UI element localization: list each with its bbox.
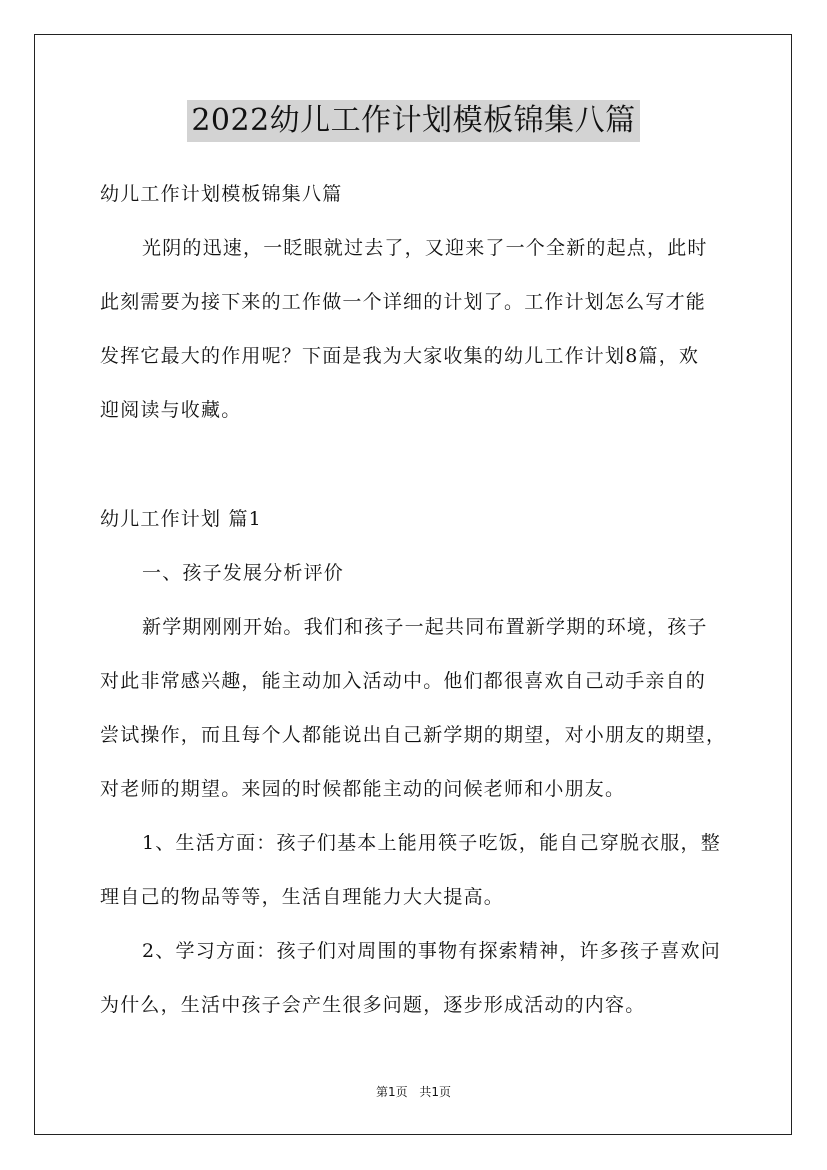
heading-1: 一、孩子发展分析评价	[142, 562, 345, 584]
page-total: 共1页	[419, 1085, 452, 1099]
para-3-line-2: 为什么，生活中孩子会产生很多问题，逐步形成活动的内容。	[100, 994, 646, 1016]
document-subtitle: 幼儿工作计划模板锦集八篇	[100, 183, 343, 205]
para-2-line-1: 1、生活方面：孩子们基本上能用筷子吃饭，能自己穿脱衣服，整	[142, 832, 721, 854]
para-2-line-2: 理自己的物品等等，生活自理能力大大提高。	[100, 886, 505, 908]
intro-line-2: 此刻需要为接下来的工作做一个详细的计划了。工作计划怎么写才能	[100, 291, 707, 313]
para-1-line-3: 尝试操作，而且每个人都能说出自己新学期的期望，对小朋友的期望，	[100, 724, 727, 746]
para-1-line-2: 对此非常感兴趣，能主动加入活动中。他们都很喜欢自己动手亲自的	[100, 670, 707, 692]
para-1-line-1: 新学期刚刚开始。我们和孩子一起共同布置新学期的环境，孩子	[142, 616, 708, 638]
para-1-line-4: 对老师的期望。来园的时候都能主动的问候老师和小朋友。	[100, 778, 626, 800]
page-number: 第1页	[375, 1085, 408, 1099]
section-title: 幼儿工作计划 篇1	[100, 508, 262, 530]
intro-line-4: 迎阅读与收藏。	[100, 399, 242, 421]
title-container	[0, 100, 827, 142]
para-3-line-1: 2、学习方面：孩子们对周围的事物有探索精神，许多孩子喜欢问	[142, 940, 721, 962]
intro-line-3: 发挥它最大的作用呢？下面是我为大家收集的幼儿工作计划8篇，欢	[100, 345, 700, 367]
intro-line-1: 光阴的迅速，一眨眼就过去了，又迎来了一个全新的起点，此时	[142, 237, 708, 259]
document-title: 2022幼儿工作计划模板锦集八篇	[187, 100, 639, 142]
page-footer	[0, 1084, 827, 1100]
